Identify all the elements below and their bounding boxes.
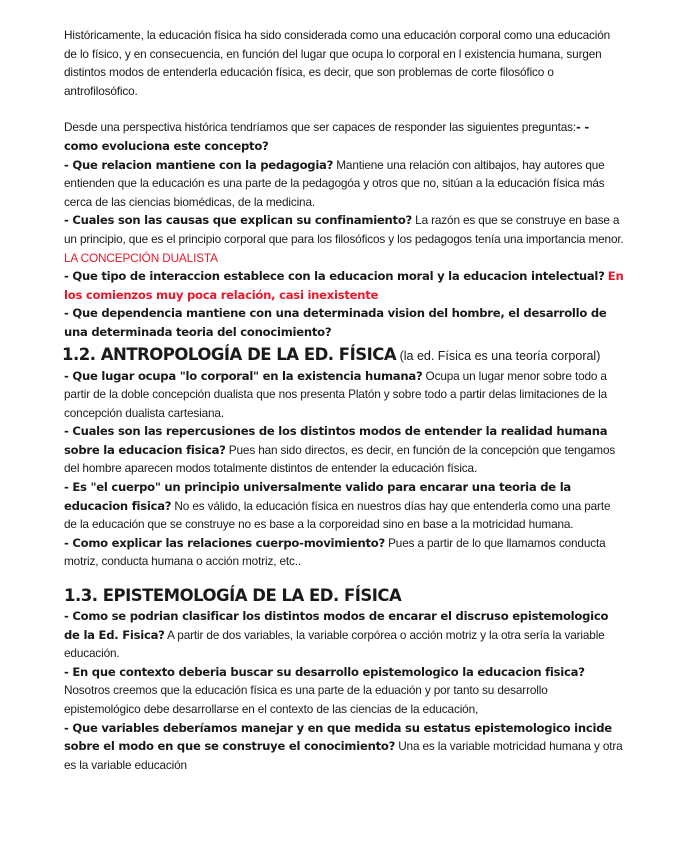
question-item: - Como explicar las relaciones cuerpo-movimiento? Pues a partir de lo que llamamos conducta motriz, conducta humana o acción motriz, etc.. — [64, 535, 606, 569]
question-item: - En que contexto deberia buscar su desarrollo epistemologico la educacion fisica? Nosotros creemos que la educación física es una parte de la eduación y por tanto su desarrollo epistemológico debe desarrollarse en el contexto de las ciencias de la educación, — [64, 664, 585, 716]
section-heading-epistemologia: 1.3. EPISTEMOLOGÍA DE LA ED. FÍSICA — [64, 586, 402, 606]
document-page — [64, 26, 624, 774]
intro-questions-lead: Desde una perspectiva histórica tendríamos que ser capaces de responder las siguientes preguntas:- - como evoluciona este concepto? — [64, 120, 589, 153]
question-item: - Que tipo de interaccion establece con la educacion moral y la educacion intelectual? En los comienzos muy poca relación, casi inexistente — [64, 269, 624, 302]
question-item: - Es "el cuerpo" un principio universalmente valido para encarar una teoria de la educacion fisica? No es válido, la educación física en nuestros días hay que entenderla como una parte de la educación que se construye no es base a la corporeidad sino en base a la motricidad humana. — [64, 480, 611, 532]
section-heading-antropologia: 1.2. ANTROPOLOGÍA DE LA ED. FÍSICA (la ed. Física es una teoría corporal) — [62, 344, 601, 364]
spacer — [64, 100, 624, 118]
highlight-answer: LA CONCEPCIÓN DUALISTA — [64, 250, 218, 265]
question-item: - Cuales son las causas que explican su confinamiento? La razón es que se construye en base a un principio, que es el principio corporal que para los filosóficos y los pedagogos tenía una importancia menor. LA CONCEPCIÓN DUALISTA — [64, 213, 624, 265]
question-item: - Que variables deberíamos manejar y en que medida su estatus epistemologico incide sobre el modo en que se construye el conocimiento? Una es la variable motricidad humana y otra es la variable educación — [64, 720, 623, 772]
section-subtitle: (la ed. Física es una teoría corporal) — [396, 348, 601, 363]
question-item: - Que relacion mantiene con la pedagogia? Mantiene una relación con altibajos, hay autores que entienden que la educación es una parte de la pedagogóa y otros que no, sitúan a la educación física más cerca de las ciencias biomédicas, de la medicina. — [64, 157, 605, 209]
question-item: - Que dependencia mantiene con una determinada vision del hombre, el desarrollo de una determinada teoria del conocimiento? — [64, 306, 607, 339]
intro-paragraph: Históricamente, la educación física ha sido considerada como una educación corporal como una educación de lo físico, y en consecuencia, en función del lugar que ocupa lo corporal en l existencia humana, surgen distintos modos de entenderla educación física, es decir, que son problemas de corte filosófico o antrofilosófico. — [64, 28, 611, 98]
question-item: - Cuales son las repercusiones de los distintos modos de entender la realidad humana sobre la educacion fisica? Pues han sido directos, es decir, en función de la concepción que tengamos del hombre aparecen modos totalmente distintos de entender la educación física. — [64, 424, 616, 476]
highlight-answer: En los comienzos muy poca relación, casi inexistente — [64, 269, 624, 302]
question-item: - Que lugar ocupa "lo corporal" en la existencia humana? Ocupa un lugar menor sobre todo a partir de la doble concepción dualista que nos presenta Platón y sobre todo a partir delas limitaciones de la concepción dualista cartesiana. — [64, 368, 608, 420]
question-item: - Como se podrian clasificar los distintos modos de encarar el discruso epistemologico de la Ed. Fisica? A partir de dos variables, la variable corpórea o acción motriz y la otra sería la variable educación. — [64, 609, 609, 661]
